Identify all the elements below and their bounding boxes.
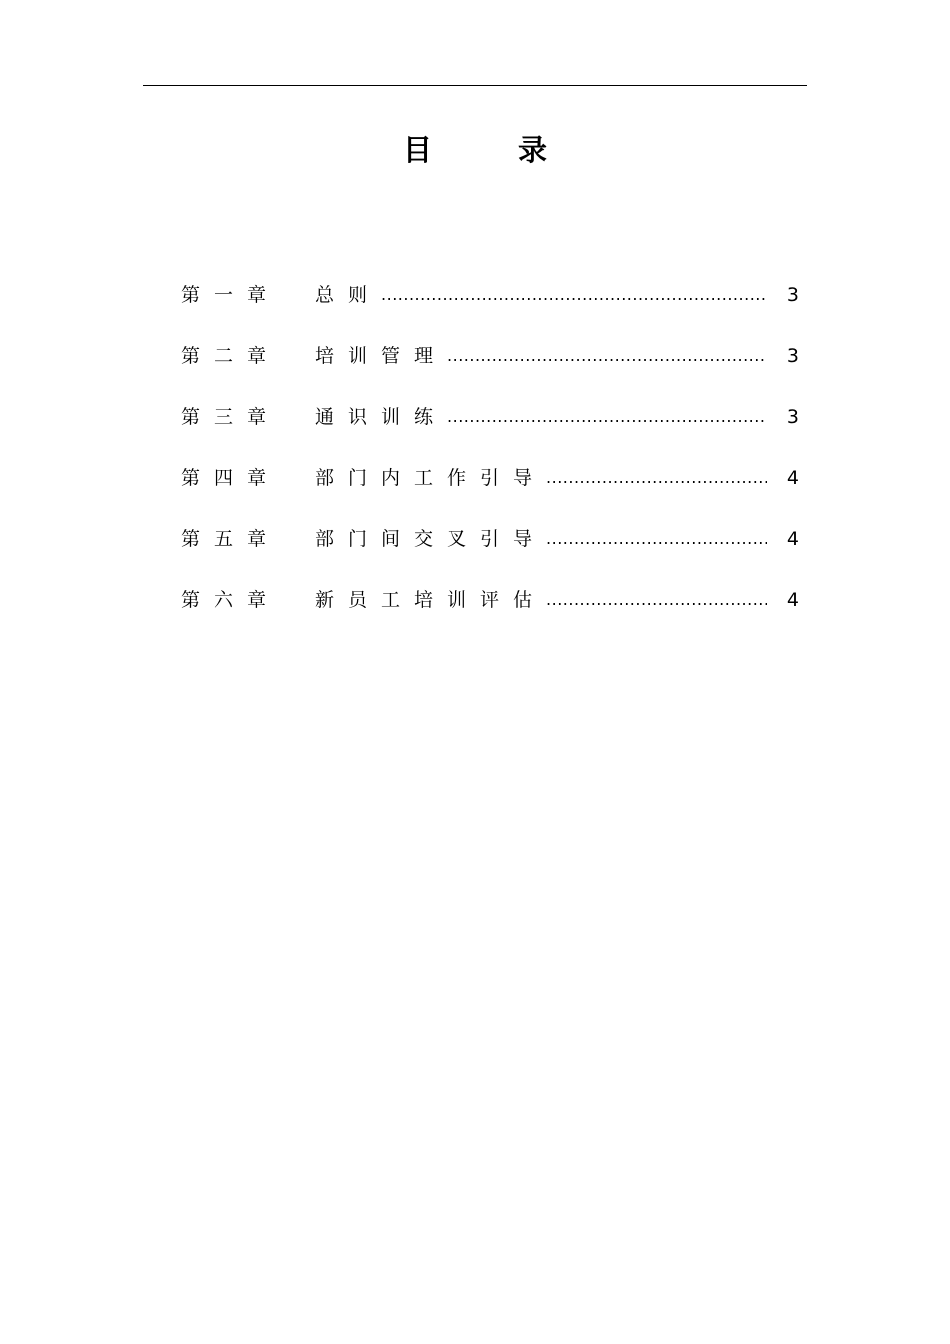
toc-title [0, 128, 950, 172]
toc-entry[interactable] [181, 400, 799, 434]
toc-chapter-title: 培训管理 [315, 345, 448, 367]
toc-dot-leader [447, 400, 767, 434]
toc-chapter-number: 第五章 [181, 528, 281, 550]
toc-chapter-number: 第二章 [181, 345, 281, 367]
toc-chapter-title: 总则 [315, 284, 382, 306]
toc-title-char-1: 目 [402, 133, 432, 167]
toc-page-number: 3 [786, 406, 799, 428]
toc-dot-leader [381, 278, 767, 312]
toc-list [181, 278, 799, 644]
toc-chapter-title: 部门间交叉引导 [315, 528, 547, 550]
toc-title-char-2: 录 [518, 133, 548, 167]
toc-entry[interactable] [181, 522, 799, 556]
toc-page-number: 4 [786, 589, 799, 611]
toc-chapter-title: 部门内工作引导 [315, 467, 547, 489]
toc-page-number: 4 [786, 467, 799, 489]
toc-chapter-title: 新员工培训评估 [315, 589, 547, 611]
toc-page-number: 4 [786, 528, 799, 550]
toc-dot-leader [447, 339, 767, 373]
toc-entry[interactable] [181, 339, 799, 373]
toc-entry[interactable] [181, 583, 799, 617]
toc-page-number: 3 [786, 345, 799, 367]
toc-dot-leader [546, 522, 767, 556]
toc-chapter-number: 第一章 [181, 284, 281, 306]
header-rule [143, 85, 807, 86]
toc-entry[interactable] [181, 461, 799, 495]
toc-entry[interactable] [181, 278, 799, 312]
toc-dot-leader [546, 583, 767, 617]
toc-chapter-number: 第六章 [181, 589, 281, 611]
toc-dot-leader [546, 461, 767, 495]
toc-page-number: 3 [786, 284, 799, 306]
toc-chapter-number: 第四章 [181, 467, 281, 489]
toc-chapter-number: 第三章 [181, 406, 281, 428]
toc-chapter-title: 通识训练 [315, 406, 448, 428]
